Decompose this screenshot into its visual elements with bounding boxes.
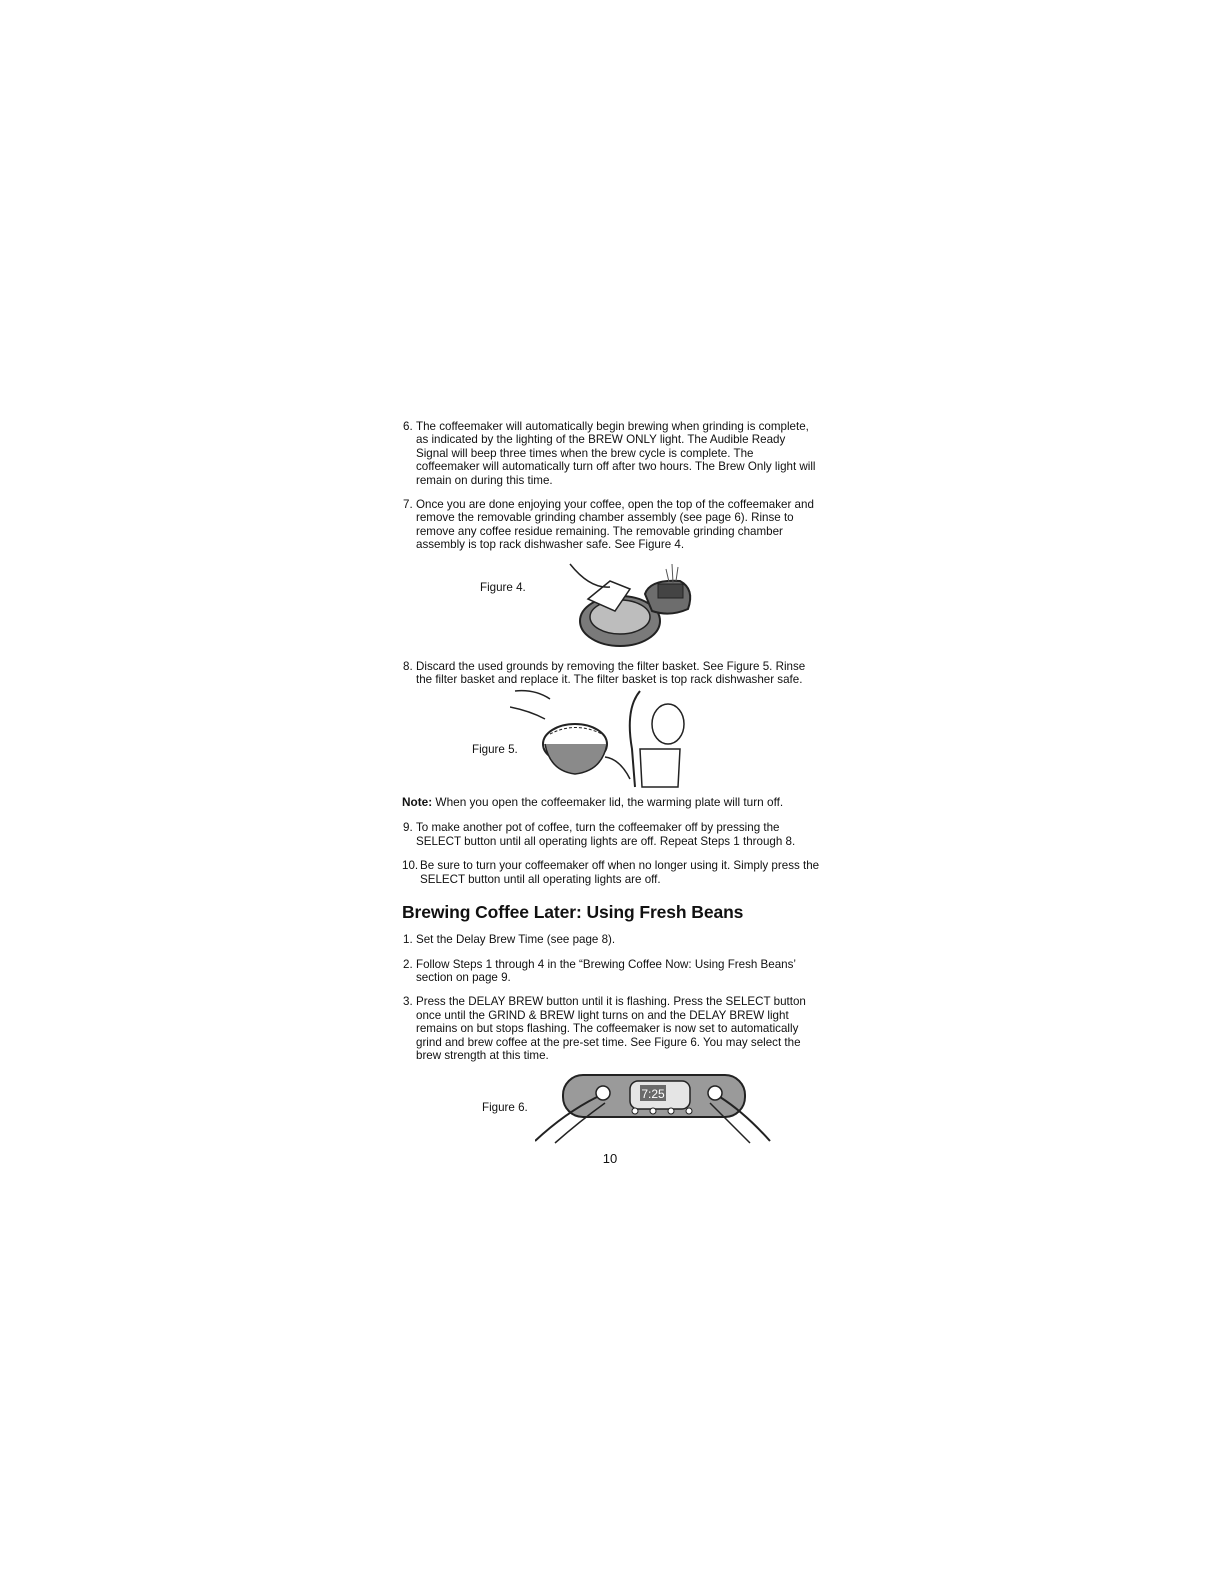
figure-4 (400, 559, 820, 654)
figure-caption: Figure 6. (482, 1101, 528, 1115)
filter-basket-illustration (510, 689, 700, 789)
step-8 (400, 660, 820, 687)
later-step-2 (400, 958, 820, 985)
step-text: Be sure to turn your coffeemaker off when no longer using it. Simply press the SELECT button until all operating lights are off. (420, 859, 820, 886)
control-panel-illustration (535, 1073, 775, 1145)
display-time: 7:25 (641, 1087, 665, 1102)
step-text: Once you are done enjoying your coffee, open the top of the coffeemaker and remove the removable grinding chamber assembly (see page 6). Rinse to remove any coffee residue remaining. The removable grinding chamber assembly is top rack dishwasher safe. See Figure 4. (416, 498, 814, 552)
step-number: 8. (403, 659, 413, 673)
step-number: 10. (402, 859, 419, 873)
step-text: The coffeemaker will automatically begin brewing when grinding is complete, as indicated by the lighting of the BREW ONLY light. The Audible Ready Signal will beep three times when the brew cycle is complete. The coffeemaker will automatically turn off after two hours. The Brew Only light will remain on during this time. (416, 420, 816, 487)
step-9 (400, 821, 820, 848)
step-text: To make another pot of coffee, turn the coffeemaker off by pressing the SELECT button until all operating lights are off. Repeat Steps 1 through 8. (416, 821, 796, 848)
step-number: 2. (403, 957, 413, 971)
manual-page (400, 420, 820, 1166)
step-10 (400, 859, 820, 886)
grinding-chamber-illustration (560, 559, 710, 654)
step-text: Press the DELAY BREW button until it is flashing. Press the SELECT button once until the GRIND & BREW light turns on and the DELAY BREW light remains on but stops flashing. The coffeemaker is now set to automatically grind and brew coffee at the pre-set time. See Figure 6. You may select the brew strength at this time. (416, 995, 806, 1062)
step-7 (400, 498, 820, 552)
step-number: 3. (403, 995, 413, 1009)
step-number: 7. (403, 498, 413, 512)
page-number: 10 (602, 1151, 618, 1167)
figure-caption: Figure 4. (480, 580, 526, 594)
figure-caption: Figure 5. (472, 743, 518, 757)
figure-5 (400, 689, 820, 789)
step-6 (400, 420, 820, 487)
note (402, 795, 820, 809)
note-text: When you open the coffeemaker lid, the warming plate will turn off. (432, 795, 784, 810)
step-text: Follow Steps 1 through 4 in the “Brewing Coffee Now: Using Fresh Beans’ section on page 9. (416, 957, 796, 984)
step-number: 9. (403, 821, 413, 835)
step-number: 1. (403, 933, 413, 947)
note-label: Note: (402, 795, 433, 810)
later-step-3 (400, 995, 820, 1062)
step-text: Discard the used grounds by removing the filter basket. See Figure 5. Rinse the filter basket and replace it. The filter basket is top rack dishwasher safe. (416, 659, 806, 687)
later-step-1 (400, 933, 820, 946)
step-text: Set the Delay Brew Time (see page 8). (416, 933, 616, 947)
step-number: 6. (403, 420, 413, 433)
figure-6 (400, 1073, 820, 1145)
section-heading: Brewing Coffee Later: Using Fresh Beans (402, 902, 744, 923)
